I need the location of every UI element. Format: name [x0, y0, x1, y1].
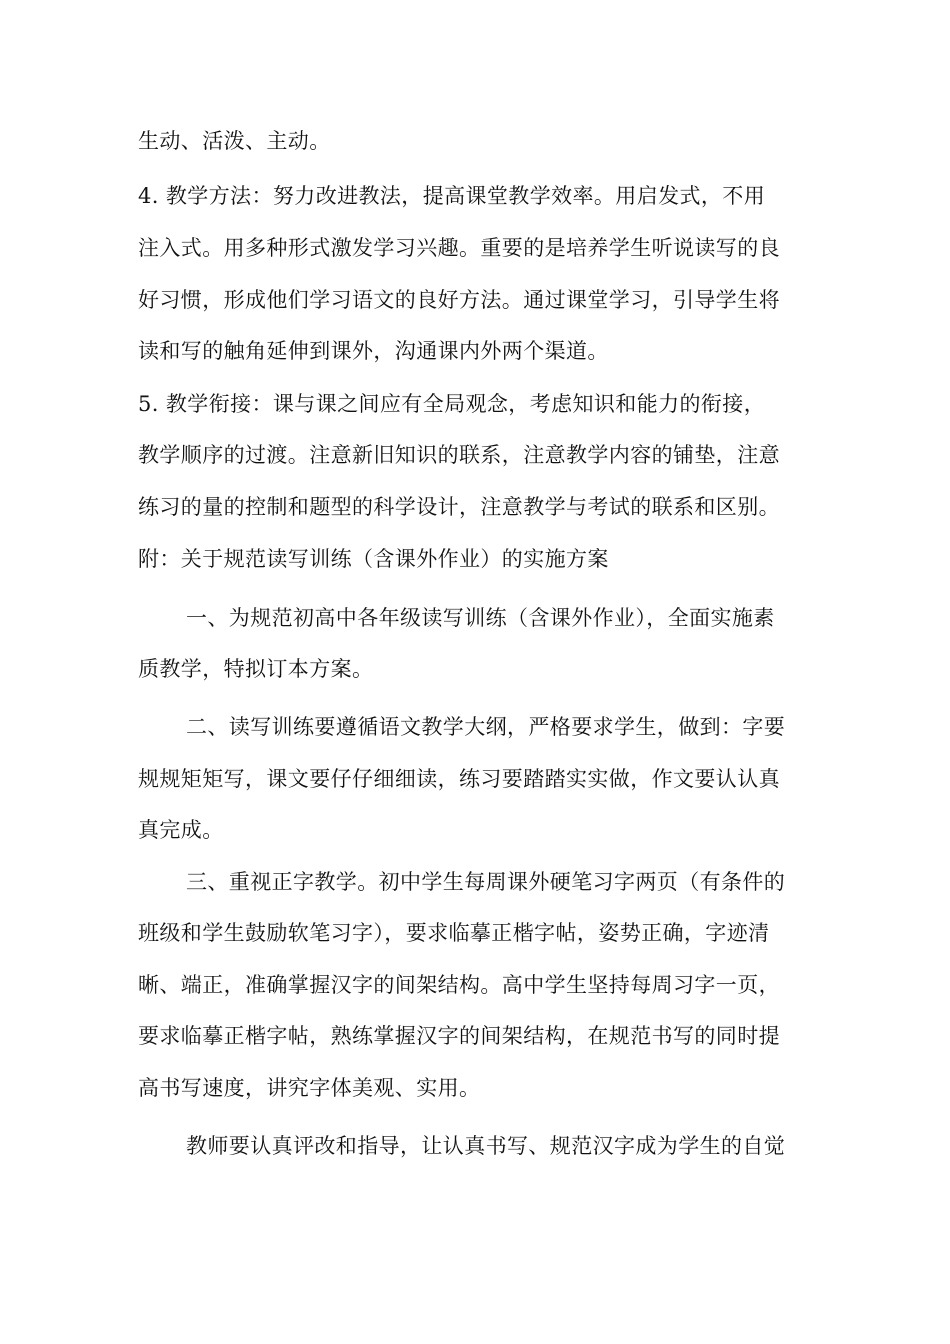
- text-line: 一、为规范初高中各年级读写训练（含课外作业），全面实施素: [186, 606, 775, 630]
- text-line: 练习的量的控制和题型的科学设计，注意教学与考试的联系和区别。: [138, 495, 780, 519]
- text-line: 真完成。: [138, 818, 224, 842]
- text-line: 要求临摹正楷字帖，熟练掌握汉字的间架结构，在规范书写的同时提: [138, 1024, 780, 1048]
- text-line: 5. 教学衔接：课与课之间应有全局观念，考虑知识和能力的衔接，: [138, 392, 766, 416]
- text-line: 教学顺序的过渡。注意新旧知识的联系，注意教学内容的铺垫，注意: [138, 443, 780, 467]
- text-line: 生动、活泼、主动。: [138, 129, 331, 153]
- text-line: 4. 教学方法：努力改进教法，提高课堂教学效率。用启发式，不用: [138, 184, 766, 208]
- appendix-heading: 附：关于规范读写训练（含课外作业）的实施方案: [138, 547, 609, 571]
- text-line: 班级和学生鼓励软笔习字），要求临摹正楷字帖，姿势正确，字迹清: [138, 921, 770, 945]
- text-line: 规规矩矩写，课文要仔仔细细读，练习要踏踏实实做，作文要认认真: [138, 767, 780, 791]
- text-line: 读和写的触角延伸到课外，沟通课内外两个渠道。: [138, 339, 609, 363]
- text-line: 三、重视正字教学。初中学生每周课外硬笔习字两页（有条件的: [186, 870, 786, 894]
- text-line: 高书写速度，讲究字体美观、实用。: [138, 1076, 481, 1100]
- text-line: 教师要认真评改和指导，让认真书写、规范汉字成为学生的自觉: [186, 1134, 786, 1158]
- text-line: 晰、端正，准确掌握汉字的间架结构。高中学生坚持每周习字一页，: [138, 973, 780, 997]
- text-line: 质教学，特拟订本方案。: [138, 657, 374, 681]
- text-line: 二、读写训练要遵循语文教学大纲，严格要求学生，做到：字要: [186, 715, 786, 739]
- text-line: 好习惯，形成他们学习语文的良好方法。通过课堂学习，引导学生将: [138, 288, 780, 312]
- text-line: 注入式。用多种形式激发学习兴趣。重要的是培养学生听说读写的良: [138, 236, 780, 260]
